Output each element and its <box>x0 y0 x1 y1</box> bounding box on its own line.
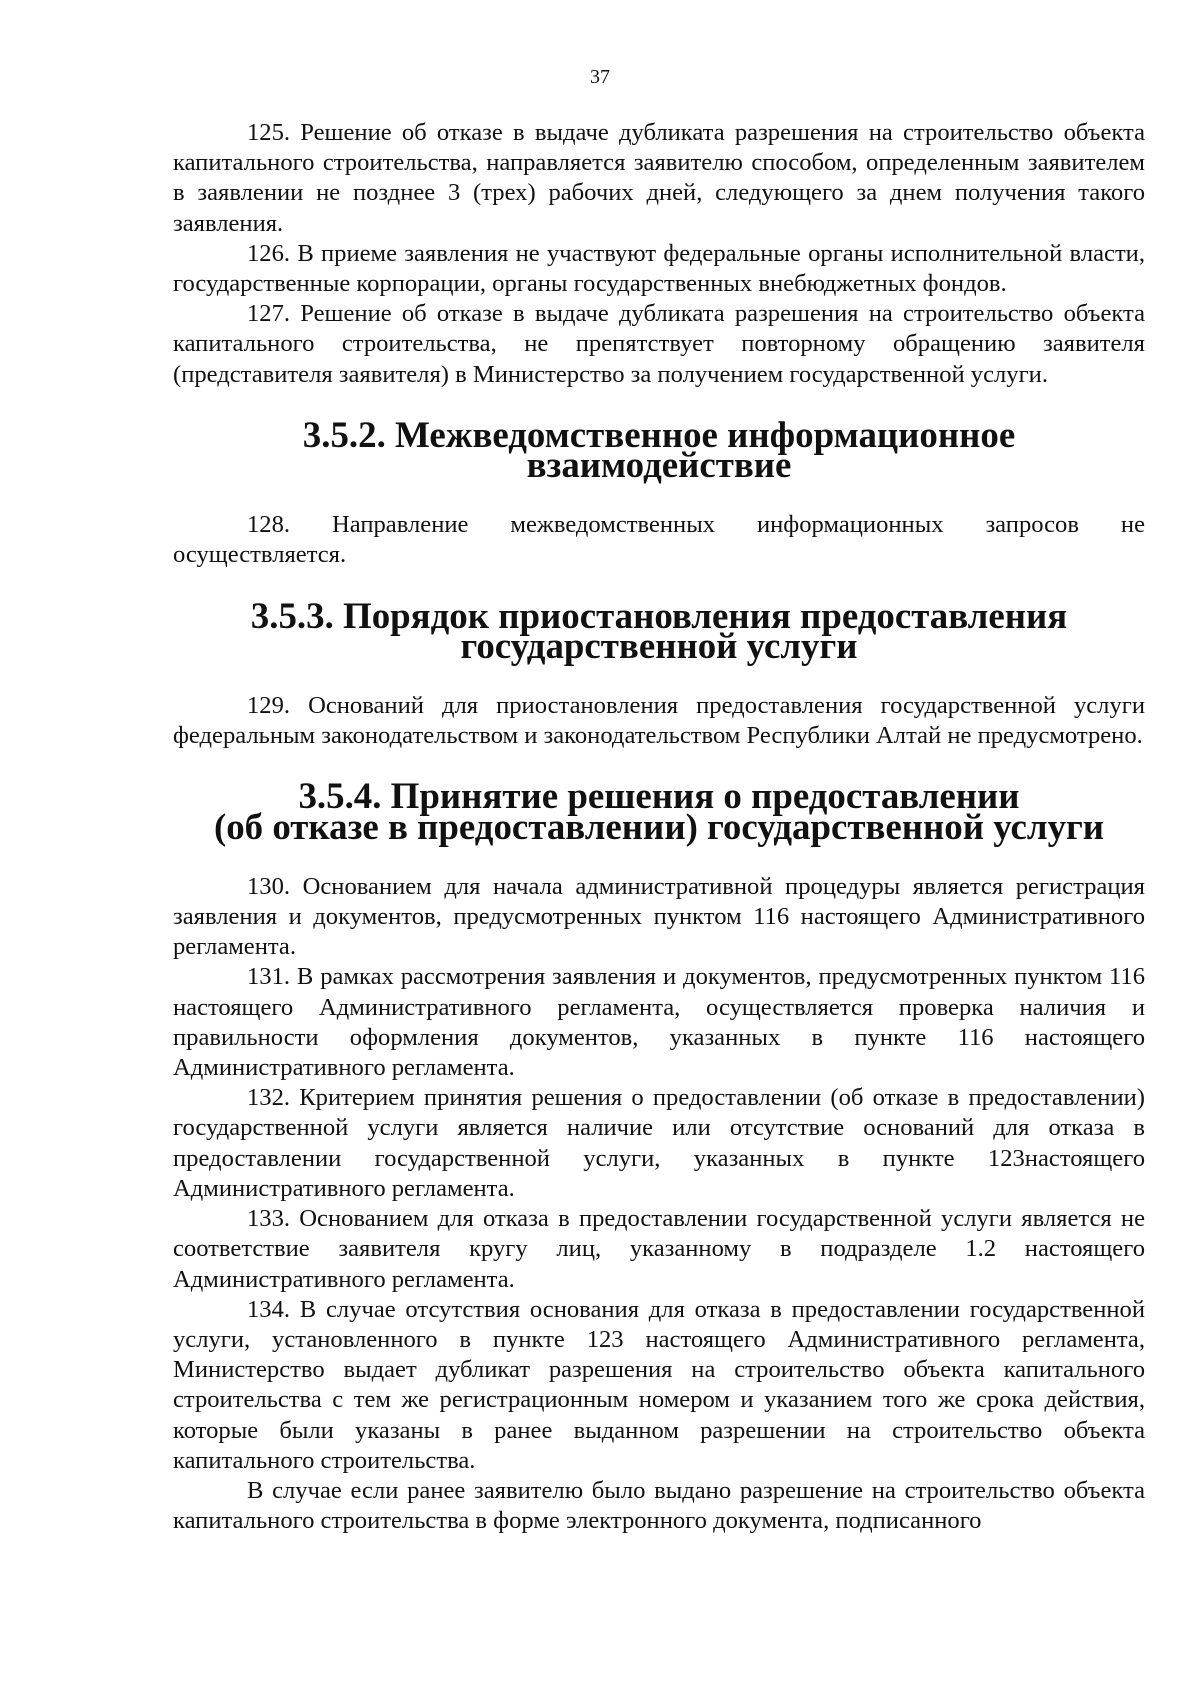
paragraph-130: 130. Основанием для начала административной процедуры является регистрация заявления и документов, предусмотренных пунктом 116 настоящего Административного регламента. <box>173 872 1145 961</box>
section-heading-3-5-3 <box>173 594 1145 666</box>
heading-line: государственной услуги <box>460 624 858 666</box>
section-heading-3-5-4 <box>173 775 1145 847</box>
heading-line: (об отказе в предоставлении) государственной услуги <box>213 805 1105 847</box>
heading-line: 3.5.2. Межведомственное информационное взаимодействие <box>302 413 1016 486</box>
document-body <box>173 118 1145 1536</box>
paragraph-128: 128. Направление межведомственных информационных запросов не осуществляется. <box>173 511 1145 569</box>
paragraph-127: 127. Решение об отказе в выдаче дубликата разрешения на строительство объекта капитального строительства, не препятствует повторному обращению заявителя (представителя заявителя) в Министерство за получением государственной услуги. <box>173 300 1145 388</box>
section-heading-3-5-2 <box>173 413 1145 486</box>
paragraph-continuation: В случае если ранее заявителю было выдано разрешение на строительство объекта капитального строительства в форме электронного документа, подписанного <box>173 1476 1145 1535</box>
paragraph-125: 125. Решение об отказе в выдаче дубликата разрешения на строительство объекта капитального строительства, направляется заявителю способом, определенным заявителем в заявлении не позднее 3 (трех) рабочих дней, следующего за днем получения такого заявления. <box>173 119 1145 237</box>
page-number: 37 <box>590 66 610 88</box>
paragraph-134: 134. В случае отсутствия основания для отказа в предоставлении государственной услуги, установленного в пункте 123 настоящего Административного регламента, Министерство выдает дубликат разрешения на строительство объекта капитального строительства с тем же регистрационным номером и указанием того же срока действия, которые были указаны в ранее выданном разрешении на строительство объекта капитального строительства. <box>173 1295 1145 1474</box>
heading-line: 3.5.3. Порядок приостановления предоставления <box>250 594 1068 636</box>
paragraph-132: 132. Критерием принятия решения о предоставлении (об отказе в предоставлении) государственной услуги является наличие или отсутствие оснований для отказа в предоставлении государственной услуги, указанных в пункте 123настоящего Административного регламента. <box>173 1084 1145 1202</box>
paragraph-129: 129. Оснований для приостановления предоставления государственной услуги федеральным законодательством и законодательством Республики Алтай не предусмотрено. <box>173 692 1145 750</box>
paragraph-131: 131. В рамках рассмотрения заявления и документов, предусмотренных пунктом 116 настоящего Административного регламента, осуществляется проверка наличия и правильности оформления документов, указанных в пункте 116 настоящего Административного регламента. <box>173 963 1145 1082</box>
heading-line: 3.5.4. Принятие решения о предоставлении <box>298 775 1020 817</box>
paragraph-126: 126. В приеме заявления не участвуют федеральные органы исполнительной власти, государственные корпорации, органы государственных внебюджетных фондов. <box>173 239 1145 298</box>
paragraph-133: 133. Основанием для отказа в предоставлении государственной услуги является не соответствие заявителя кругу лиц, указанному в подразделе 1.2 настоящего Административного регламента. <box>173 1205 1145 1293</box>
